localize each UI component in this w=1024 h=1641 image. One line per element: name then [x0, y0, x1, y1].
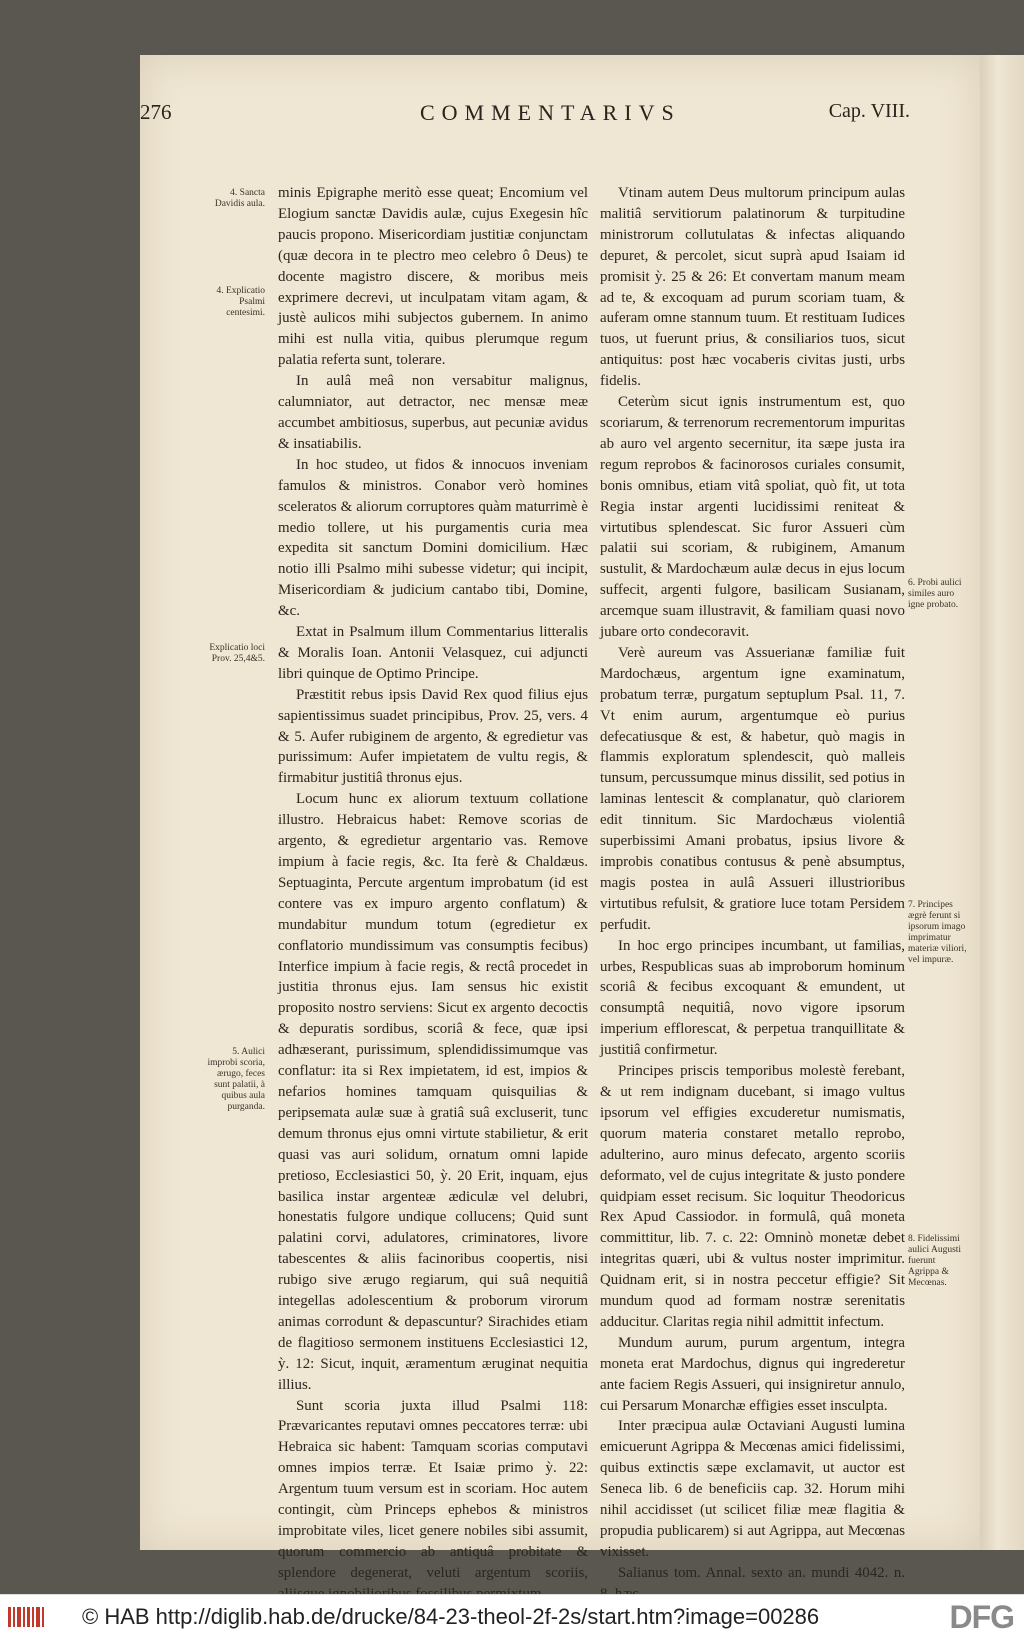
paragraph: Sunt scoria juxta illud Psalmi 118: Prævaricantes reputavi omnes peccatores terræ: ubi Hebraica sic habent: Tamquam scorias computavi omnes impios terræ. Et Isaiæ primo ỳ. 22: Argentum tuum versum est in scoriam. Hoc autem contingit, cùm Princeps ephebos & ministros improbitate viles, licet genere nobiles sibi assumit, quorum commercio ab antiquâ probitate & splendore degenerat, veluti argentum scoriis, [278, 1397, 588, 1581]
paragraph: Inter præcipua aulæ Octaviani Augusti lumina emicuerunt Agrippa & Mecœnas amici fidelissimi, quibus extinctis sæpe exclamavit, ut auctor est Seneca lib. 6 de beneficiis cap. 32. Horum mihi nihil accidisset (ut scilicet filiæ meæ flagitia & propudia publicarem) si aut Agrippa, aut Mecœnas vixisset. [600, 1418, 905, 1560]
paragraph: Salianus tom. Annal. sexto an. mundi 4042. n. [618, 1564, 905, 1581]
margin-note-6-probi: 6. Probi aulici similes auro igne probato. [908, 578, 962, 610]
margin-note-4-psalm: 4. Explicatio Psalmi centesimi. [216, 286, 265, 318]
paragraph: Mundum aurum, purum argentum, integra moneta erat Mardochus, dignus qui ingrederetur ante faciem Regis Assueri, qui insigniretur annulo, cui Persarum Monarchæ effigies esset insculpta. [600, 1334, 905, 1414]
dfg-logo: DFG [949, 1599, 1014, 1635]
left-column [278, 183, 588, 1605]
paragraph: minis Epigraphe meritò esse queat; Encomium vel Elogium sanctæ Davidis aulæ, cujus Exegesin hîc paucis propono. Misericordiam justitiæ conjunctam (quæ decora in te plectro meo celebro ô Deus) te docente magistro discere, & moribus meis exprimere decrevi, ut inculpatam vitam agam, & justè aulicos mihi subjectos gubernem. In animo mihi est nulla vitia, quibus plerumque regum palatia referta sunt, tolerare. [278, 185, 588, 369]
page-edge [980, 55, 1024, 1550]
margin-note-prov: Explicatio loci Prov. 25,4&5. [209, 643, 265, 664]
margin-note-4-aula: 4. Sancta Davidis aula. [214, 188, 265, 209]
paragraph: In hoc ergo principes incumbant, ut familias, urbes, Respublicas suas ab improborum hominum scoriâ & fecibus excoquant & emundent, ut consumptâ nequitiâ, novo vigore ipsorum imperium efflorescat, & perpetua tranquillitate & justitiâ confirmetur. [600, 937, 905, 1059]
paragraph: Locum hunc ex aliorum textuum collatione illustro. Hebraicus habet: Remove scorias de argento, & egredietur argentario vas. Remove impium à facie regis, &c. Ita ferè & Chaldæus. Septuaginta, Percute argentum improbatum (id est contere vas ex impuro argento conflatum) & mundabitur mundum totum (egredietur ex conflatorio mundissimum vas consumptis fecibus) Interfice impium à facie regis, & rectâ procedet in justitia thronus ejus. Iam sensus hic existit proposito nostro serviens: Sicut ex argento decoctis & depuratis sordibus, scoriâ & fece, quæ ipsi adhæserant, purissimum, splendidissimumque vas conflatur: ita si Rex impietatem, id est, impios & nefarios homines tamquam quisquilias & peripsemata aulæ suæ à gratiâ suâ excluserit, tunc demum thronus ejus omni virtute stabilietur, & erit quasi vas auri solidum, ornatum omni lapide pretioso, Ecclesiastici 50, ỳ. 20 Erit, inquam, ejus basilica instar argenteæ ædiculæ vel delubri, honestatis fulgore undique collucens; Quid sunt palatini corvi, adulatores, criminatores, livore tabescentes & aliis facinoribus coopertis, nisi rubigo sive ærugo regiarum, qui suâ nequitiâ integellas adolescentium & proborum virorum animas corrodunt & depascuntur? Sirachides etiam de flagitioso sermonem instituens Ecclesiastici 12, ỳ. 12: Sicut, inquit, æramentum æruginat nequitia illius. [278, 791, 588, 1393]
margin-note-8-fidelissimi: 8. Fidelissimi aulici Augusti fuerunt Agrippa & Mecœnas. [908, 1234, 962, 1288]
footer-bar [0, 1594, 1024, 1641]
right-column [600, 183, 905, 1605]
paragraph: Præstitit rebus ipsis David Rex quod filius ejus sapientissimus suadet principibus, Prov. 25, vers. 4 & 5. Aufer rubiginem de argento, & egredietur vas purissimum: Aufer impietatem de vultu regis, & firmabitur justitiâ thronus ejus. [278, 686, 588, 787]
barcode-logo-icon [8, 1605, 46, 1629]
paragraph: Verè aureum vas Assuerianæ familiæ fuit Mardochæus, argentum igne examinatum, probatum terræ, purgatum septuplum Psal. 11, 7. Vt enim aurum, argentumque eò purius defecatiusque & est, & habetur, quò magis in flammis exploratum splendescit, quò malleis tunsum, percussumque minus dissilit, sed potius in laminas lentescit & complanatur, quò clariorem edit tinnitum. Sic Mardochæus violentiâ superbissimi Amani probatus, ipsius livore & improbis conatibus contusus & penè absumptus, magis postea in aulâ Assueri illustrioribus virtutibus refulsit, & gratiore luce totam Persidem perfudit. [600, 644, 905, 933]
margin-note-5-aulici: 5. Aulici improbi scoria, ærugo, feces sunt palatii, à quibus aula purganda. [207, 1047, 265, 1112]
margin-note-7-principes: 7. Principes ægrè ferunt si ipsorum imago imprimatur materiæ viliori, vel impuræ. [908, 900, 967, 965]
paragraph: In aulâ meâ non versabitur malignus, calumniator, aut detractor, nec mensæ meæ accumbet ambitiosus, superbus, aut pecuniæ avidus & insatiabilis. [278, 373, 588, 452]
page-number: 276 [140, 100, 172, 124]
running-title: COMMENTARIVS [420, 100, 681, 125]
chapter-label: Cap. VIII. [828, 100, 910, 122]
paragraph: Vtinam autem Deus multorum principum aulas malitiâ servitiorum palatinorum & turpitudine ministrorum collutulatas & infectas aliquando depuret, & percolet, sicut suprà apud Isaiam id promisit ỳ. 25 & 26: Et convertam manum meam ad te, & excoquam ad purum scoriam tuam, & auferam omne stannum tuum. Et restituam Iudices tuos, ut fuerunt prius, & consiliarios tuos, sicut antiquitus: post hæc vocaberis civitas justi, urbs fidelis. [600, 185, 905, 390]
footer-url-link[interactable]: © HAB http://diglib.hab.de/drucke/84-23-theol-2f-2s/start.htm?image=00286 [82, 1604, 820, 1629]
paragraph: In hoc studeo, ut fidos & innocuos inveniam famulos & ministros. Conabor verò homines sceleratos & aliorum corruptores quàm maturrimè è medio tollere, ut his purgamentis curia mea expedita sit sanctum Domini domicilium. Hæc notio illi Psalmo mihi subesse videtur; qui incipit, Misericordiam & judicium cantabo tibi, Domine, &c. [278, 456, 588, 620]
running-head [140, 100, 910, 130]
paragraph: Principes priscis temporibus molestè ferebant, & ut rem indignam ducebant, si imago vultus ipsorum vel effigies excuderetur numismatis, quorum materia constaret metallo reprobo, adulterino, auro minus defecato, argento scoriis deformato, vel de cujus integritate & justo pondere quidpiam esset recisum. Sic loquitur Theodoricus Rex Apud Cassiodor. in formulâ, quâ moneta committitur, lib. 7. c. 22: Omninò monetæ debet integritas quæri, ubi & vultus noster imprimitur. Quidnam erit, si in nostra peccetur effigie? Sit mundum quod ad formam nostræ serenitatis adducitur. Claritas regia nihil admittit infectum. [600, 1063, 905, 1330]
paragraph: Extat in Psalmum illum Commentarius litteralis & Moralis Ioan. Antonii Velasquez, cui adjuncti libri quinque de Optimo Principe. [278, 624, 588, 682]
paragraph: Ceterùm sicut ignis instrumentum est, quo scoriarum, & terrenorum recrementorum impuritas ab auro vel argento secernitur, ita sæpe justa ira regum reprobos & facinorosos curiales consumit, bonis omnibus, etiam vitâ spoliat, quò fit, ut tota Regia instar argenti lucidissimi reniteat & virtutibus splendescat. Sic furor Assueri cùm palatii sui scoriam, & rubiginem, Amanum sustulit, & Mardochæum aulæ decus in ejus locum suffecit, argenti fulgore, basilicam Susianam, arcemque suam illustravit, & familiam quasi novo jubare orto condecoravit. [600, 394, 905, 641]
